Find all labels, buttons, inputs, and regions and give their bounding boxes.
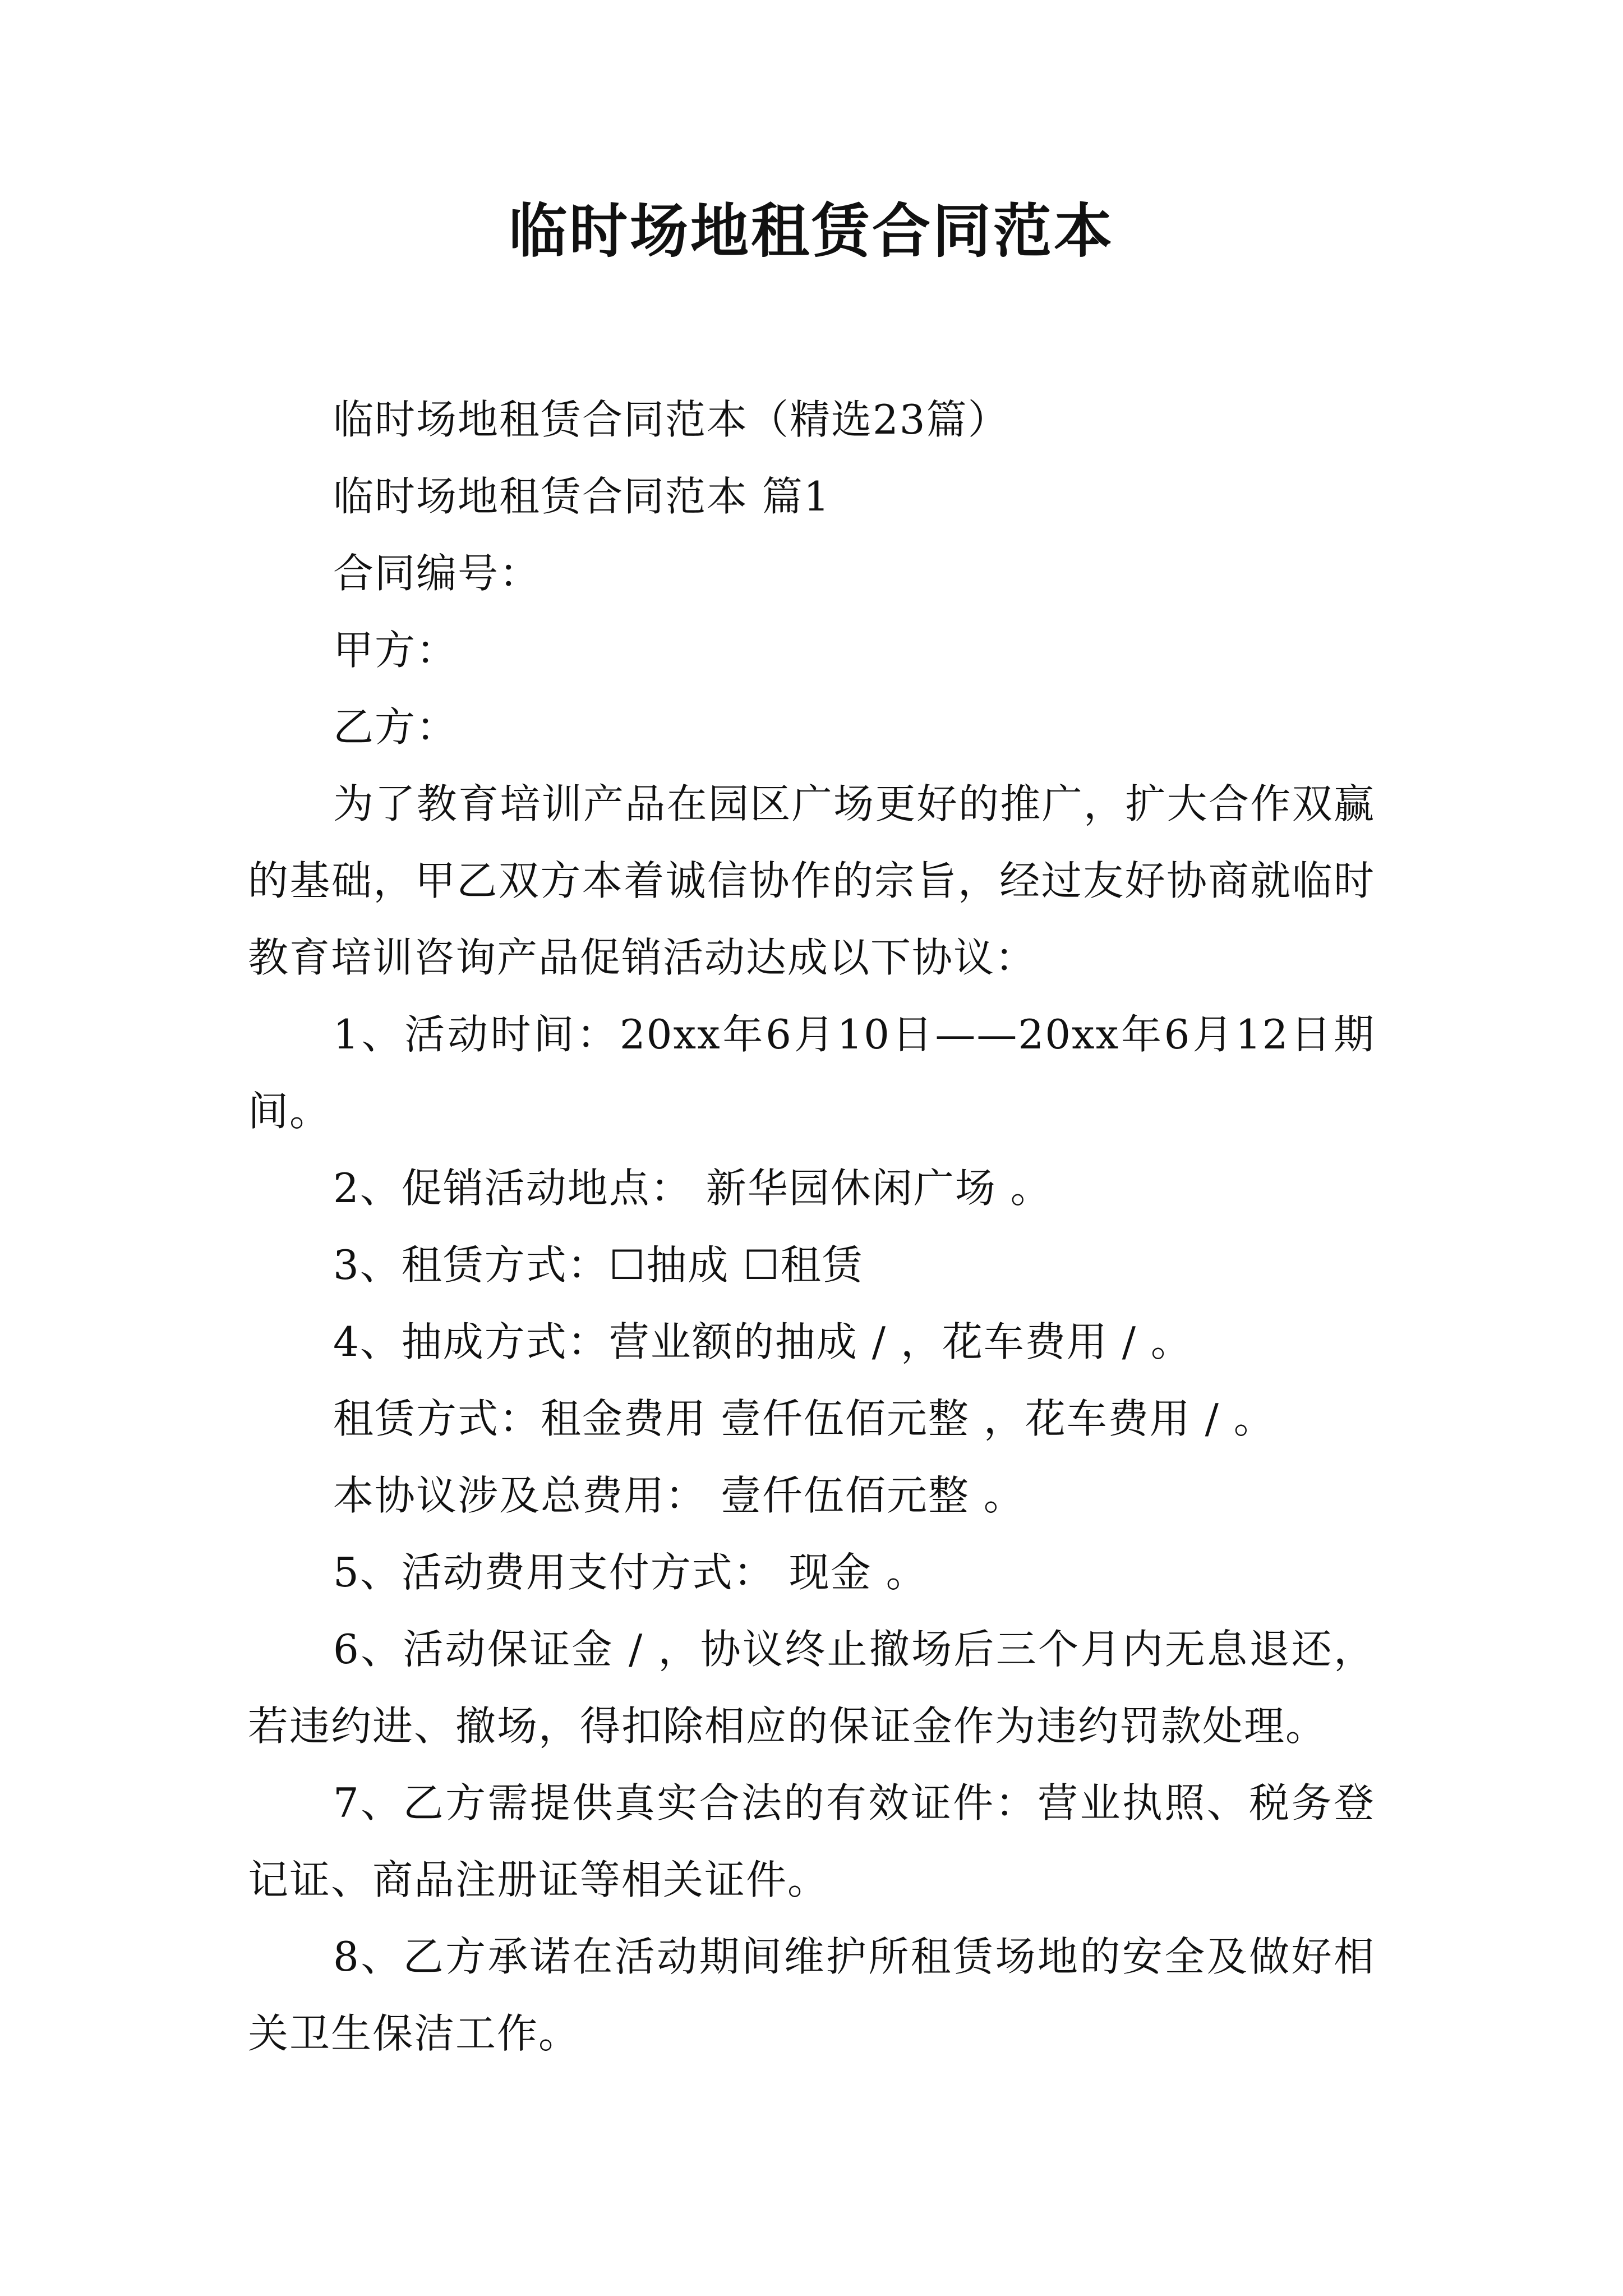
subtitle-collection: 临时场地租赁合同范本（精选23篇） [333,396,1009,443]
document-body [248,381,1375,2072]
clause-6-deposit: 6、活动保证金 / ，协议终止撤场后三个月内无息退还，若违约进、撤场，得扣除相应的保证金作为违约罚款处理。 [248,1626,1375,1750]
preamble-paragraph: 为了教育培训产品在园区广场更好的推广，扩大合作双赢的基础，甲乙双方本着诚信协作的宗旨，经过友好协商就临时教育培训咨询产品促销活动达成以下协议： [248,780,1375,981]
party-b-field: 乙方： [333,703,458,751]
contract-number-field: 合同编号： [333,550,541,597]
clause-7-documents: 7、乙方需提供真实合法的有效证件：营业执照、税务登记证、商品注册证等相关证件。 [248,1779,1375,1903]
clause-1-activity-time: 1、活动时间：20xx年6月10日——20xx年6月12日期间。 [248,1011,1375,1135]
clause-5-payment: 5、活动费用支付方式： 现金 。 [333,1549,928,1596]
clause-2-location: 2、促销活动地点： 新华园休闲广场 。 [333,1165,1052,1212]
document-title: 临时场地租赁合同范本 [508,196,1114,265]
section-heading: 临时场地租赁合同范本 篇1 [333,473,831,520]
clause-4-total-fee: 本协议涉及总费用： 壹仟伍佰元整 。 [333,1472,1025,1519]
clause-8-safety: 8、乙方承诺在活动期间维护所租赁场地的安全及做好相关卫生保洁工作。 [248,1933,1375,2057]
clause-3-lease-mode: 3、租赁方式：☐抽成 ☐租赁 [333,1241,864,1289]
clause-4-commission-mode: 4、抽成方式：营业额的抽成 / ，花车费用 / 。 [333,1318,1192,1365]
clause-4-lease-mode: 租赁方式：租金费用 壹仟伍佰元整 ，花车费用 / 。 [333,1395,1275,1442]
party-a-field: 甲方： [333,627,458,674]
